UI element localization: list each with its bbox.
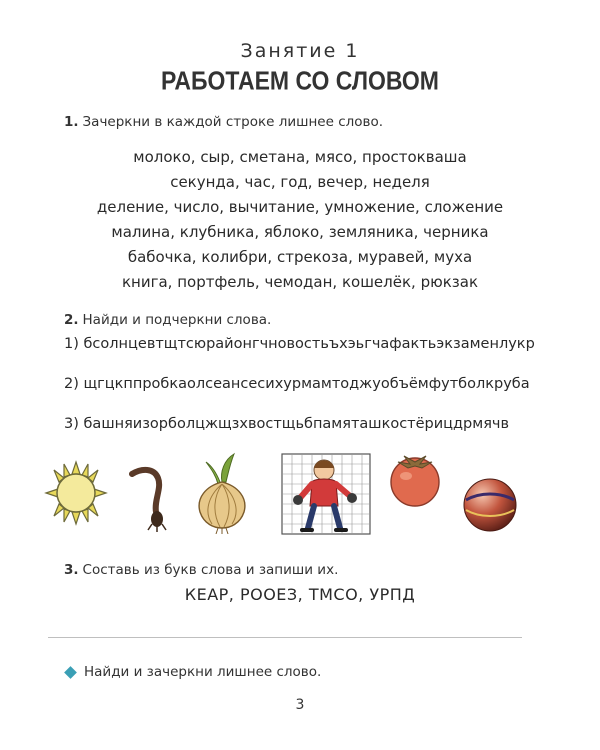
picture-strip [40,448,560,538]
ball-icon [460,476,520,534]
sun-icon [44,460,108,526]
task3-instruction [64,562,338,578]
word-row[interactable]: деление, число, вычитание, умножение, сложение [96,198,504,216]
task1-text: Зачеркни в каждой строке лишнее слово. [82,114,384,130]
task2-text: Найди и подчеркни слова. [82,312,272,328]
task2-instruction [64,312,271,328]
task2-number: 2. [64,312,79,328]
task1-instruction [64,114,383,130]
hint [66,664,321,680]
lesson-number: Занятие 1 [240,40,360,62]
letter-row-2[interactable]: 2) щгцкппробкаолсеансесихурмамтоджуобъёмфутболкруба [64,376,530,392]
goalkeeper-icon [278,448,374,536]
hint-text: Найди и зачеркни лишнее слово. [84,664,322,680]
word-row[interactable]: малина, клубника, яблоко, земляника, черника [111,223,489,241]
word-row[interactable]: бабочка, колибри, стрекоза, муравей, муха [127,248,473,266]
task3-number: 3. [64,562,79,578]
persimmon-icon [384,450,446,508]
task1-number: 1. [64,114,79,130]
letter-row-3[interactable]: 3) башняизорболцжщзхвостщьбпамяташкостёрицдрмячв [64,416,510,432]
onion-icon [190,452,254,534]
word-row[interactable]: книга, портфель, чемодан, кошелёк, рюкзак [121,273,478,291]
divider [48,637,522,638]
tail-icon [128,466,184,532]
letter-row-1[interactable]: 1) бсолнцевтщтсюрайонгчновостьъхэьгчафактьэкзаменлукр [64,336,535,352]
page-number: 3 [295,697,305,713]
lesson-title: РАБОТАЕМ СО СЛОВОМ [161,66,439,96]
word-row[interactable]: секунда, час, год, вечер, неделя [170,173,430,191]
anagram-letters: КЕАР, РООЕЗ, ТМСО, УРПД [184,585,416,604]
diamond-icon [64,666,77,679]
task3-text: Составь из букв слова и запиши их. [82,562,339,578]
task1-word-rows [0,145,600,295]
word-row[interactable]: молоко, сыр, сметана, мясо, простокваша [133,148,467,166]
